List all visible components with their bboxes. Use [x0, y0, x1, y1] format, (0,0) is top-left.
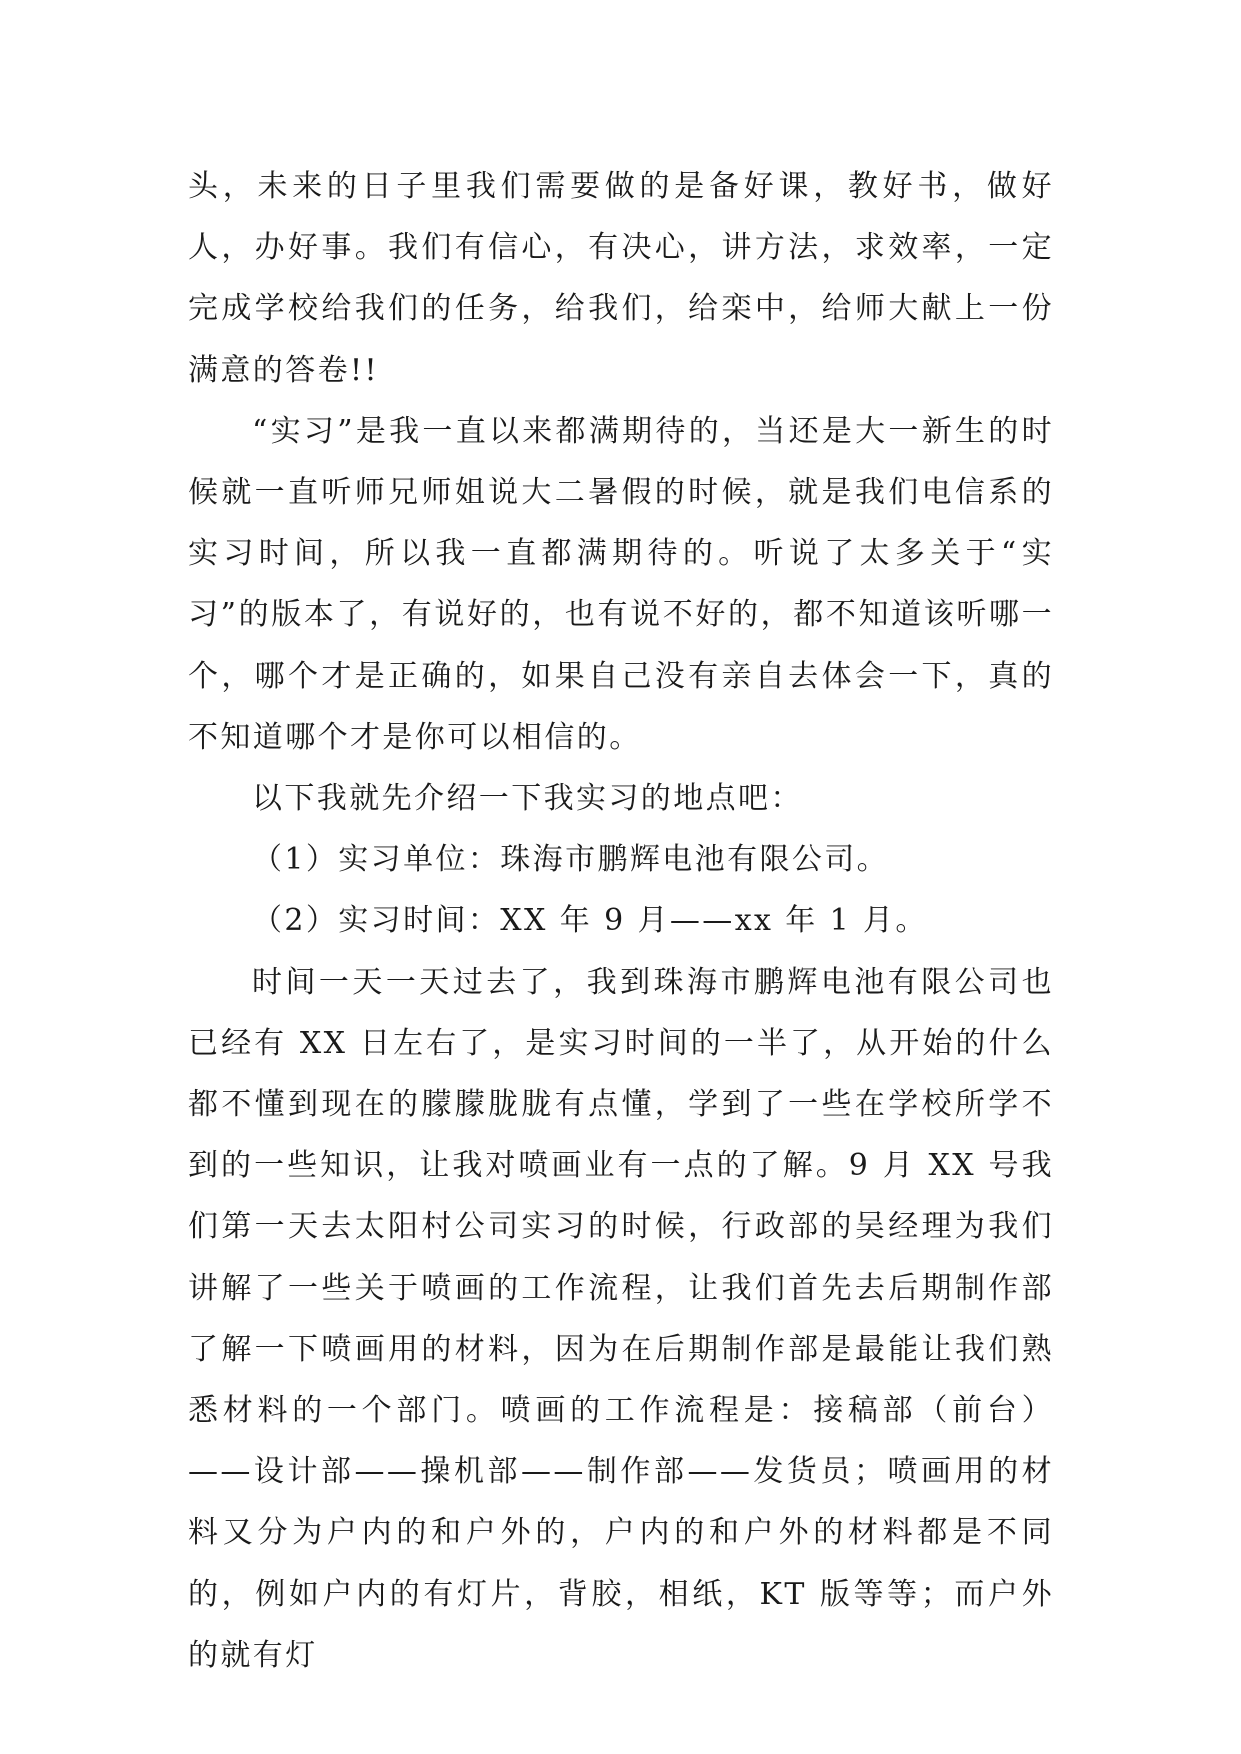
document-body	[188, 156, 1054, 1686]
list-item-internship-period: （2）实习时间：XX 年 9 月——xx 年 1 月。	[252, 903, 928, 939]
paragraph-location-intro: 以下我就先介绍一下我实习的地点吧：	[252, 781, 803, 817]
paragraph-internship-expectation: “实习”是我一直以来都满期待的，当还是大一新生的时候就一直听师兄师姐说大二暑假的时候，就是我们电信系的实习时间，所以我一直都满期待的。听说了太多关于“实习”的版本了，有说好的，也有说不好的，都不知道该听哪一个，哪个才是正确的，如果自己没有亲自去体会一下，真的不知道哪个才是你可以相信的。	[188, 413, 1054, 755]
paragraph-internship-experience: 时间一天一天过去了，我到珠海市鹏辉电池有限公司也已经有 XX 日左右了，是实习时间的一半了，从开始的什么都不懂到现在的朦朦胧胧有点懂，学到了一些在学校所学不到的一些知识，让我对喷画业有一点的了解。9 月 XX 号我们第一天去太阳村公司实习的时候，行政部的吴经理为我们讲解了一些关于喷画的工作流程，让我们首先去后期制作部了解一下喷画用的材料，因为在后期制作部是最能让我们熟悉材料的一个部门。喷画的工作流程是：接稿部（前台）——设计部——操机部——制作部——发货员；喷画用的材料又分为户内的和户外的，户内的和户外的材料都是不同的，例如户内的有灯片，背胶，相纸，KT 版等等；而户外的就有灯	[188, 964, 1054, 1673]
paragraph-continuation: 头，未来的日子里我们需要做的是备好课，教好书，做好人，办好事。我们有信心，有决心，讲方法，求效率，一定完成学校给我们的任务，给我们，给栾中，给师大献上一份满意的答卷!!	[188, 169, 1054, 388]
list-item-internship-unit: （1）实习单位：珠海市鹏辉电池有限公司。	[252, 842, 890, 878]
